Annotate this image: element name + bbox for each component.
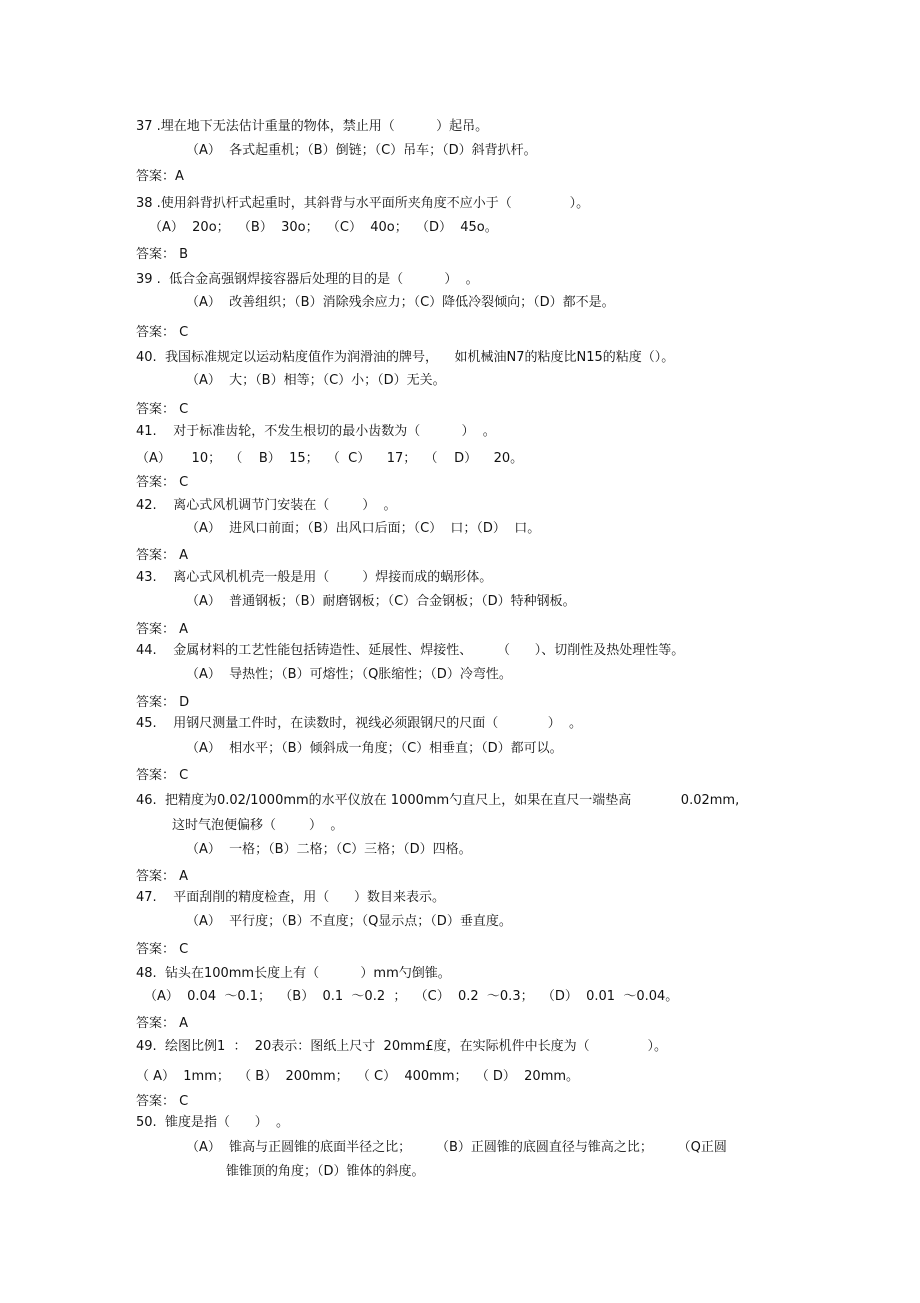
question-44-answer: 答案： D	[136, 695, 190, 710]
question-46-answer: 答案： A	[136, 869, 189, 884]
question-46-stem-continuation: 这时气泡便偏移（ ） 。	[172, 818, 344, 833]
question-48-answer: 答案： A	[136, 1016, 189, 1031]
question-47-answer: 答案： C	[136, 942, 189, 957]
question-38-options: （A） 20o； （B） 30o； （C） 40o； （D） 45o。	[149, 220, 498, 235]
question-49-answer: 答案： C	[136, 1094, 189, 1109]
question-42-options: （A） 进风口前面；（B）出风口后面；（C） 口；（D） 口。	[186, 521, 541, 536]
question-38-answer: 答案： B	[136, 247, 189, 262]
question-47-options: （A） 平行度；（B）不直度；（Q显示点；（D）垂直度。	[186, 914, 512, 929]
question-43-stem: 43. 离心式风机机壳一般是用（ ）焊接而成的蜗形体。	[136, 570, 493, 585]
question-39-stem: 39 . 低合金高强钢焊接容器后处理的目的是（ ） 。	[136, 272, 479, 287]
question-39-options: （A） 改善组织；（B）消除残余应力；（C）降低冷裂倾向；（D）都不是。	[186, 295, 615, 310]
question-37-answer: 答案：A	[136, 169, 184, 184]
question-50-options-continuation: 锥锥顶的角度；（D）锥体的斜度。	[226, 1164, 425, 1179]
question-41-answer: 答案： C	[136, 475, 189, 490]
question-49-stem: 49. 绘图比例1 ： 20表示：图纸上尺寸 20mm£度，在实际机件中长度为（ ）。	[136, 1039, 668, 1054]
question-40-stem: 40. 我国标准规定以运动粘度值作为润滑油的牌号， 如机械油N7的粘度比N15的粘度（）。	[136, 350, 675, 365]
question-45-stem: 45. 用钢尺测量工件时，在读数时，视线必须跟钢尺的尺面（ ） 。	[136, 716, 583, 731]
question-44-options: （A） 导热性；（B）可熔性；（Q胀缩性；（D）冷弯性。	[186, 667, 512, 682]
question-39-answer: 答案： C	[136, 325, 189, 340]
question-49-options: （ A） 1mm； （ B） 200mm； （ C） 400mm； （ D） 20mm。	[136, 1069, 580, 1084]
question-44-stem: 44. 金属材料的工艺性能包括铸造性、延展性、焊接性、 （ ）、切削性及热处理性等。	[136, 643, 685, 658]
question-42-answer: 答案： A	[136, 548, 189, 563]
question-50-stem: 50. 锥度是指（ ） 。	[136, 1115, 289, 1130]
question-40-answer: 答案： C	[136, 402, 189, 417]
question-41-options: （A） 10； （ B） 15； （ C） 17； （ D） 20。	[136, 451, 524, 466]
question-47-stem: 47. 平面刮削的精度检查，用（ ）数目来表示。	[136, 890, 445, 905]
question-42-stem: 42. 离心式风机调节门安装在（ ） 。	[136, 498, 397, 513]
question-50-options: （A） 锥高与正圆锥的底面半径之比； （B）正圆锥的底圆直径与锥高之比； （Q正圆	[186, 1140, 727, 1155]
question-48-stem: 48. 钻头在100mm长度上有（ ）mm勺倒锥。	[136, 966, 451, 981]
question-37-stem: 37 .埋在地下无法估计重量的物体，禁止用（ ）起吊。	[136, 119, 489, 134]
question-43-options: （A） 普通钢板；（B）耐磨钢板；（C）合金钢板；（D）特种钢板。	[186, 594, 576, 609]
question-38-stem: 38 .使用斜背扒杆式起重时，其斜背与水平面所夹角度不应小于（ ）。	[136, 196, 590, 211]
question-45-answer: 答案： C	[136, 768, 189, 783]
question-43-answer: 答案： A	[136, 622, 189, 637]
question-45-options: （A） 相水平；（B）倾斜成一角度；（C）相垂直；（D）都可以。	[186, 741, 563, 756]
question-41-stem: 41. 对于标准齿轮，不发生根切的最小齿数为（ ） 。	[136, 424, 496, 439]
question-48-options: （A） 0.04 ～0.1； （B） 0.1 ～0.2 ； （C） 0.2 ～0.3； （D） 0.01 ～0.04。	[144, 989, 679, 1004]
question-40-options: （A） 大；（B）相等；（C）小；（D）无关。	[186, 373, 446, 388]
question-46-options: （A） 一格；（B）二格；（C）三格；（D）四格。	[186, 842, 472, 857]
question-37-options: （A） 各式起重机；（B）倒链；（C）吊车；（D）斜背扒杆。	[186, 143, 537, 158]
question-46-stem: 46. 把精度为0.02/1000mm的水平仪放在 1000mm勺直尺上，如果在直尺一端垫高 0.02mm,	[136, 793, 740, 808]
